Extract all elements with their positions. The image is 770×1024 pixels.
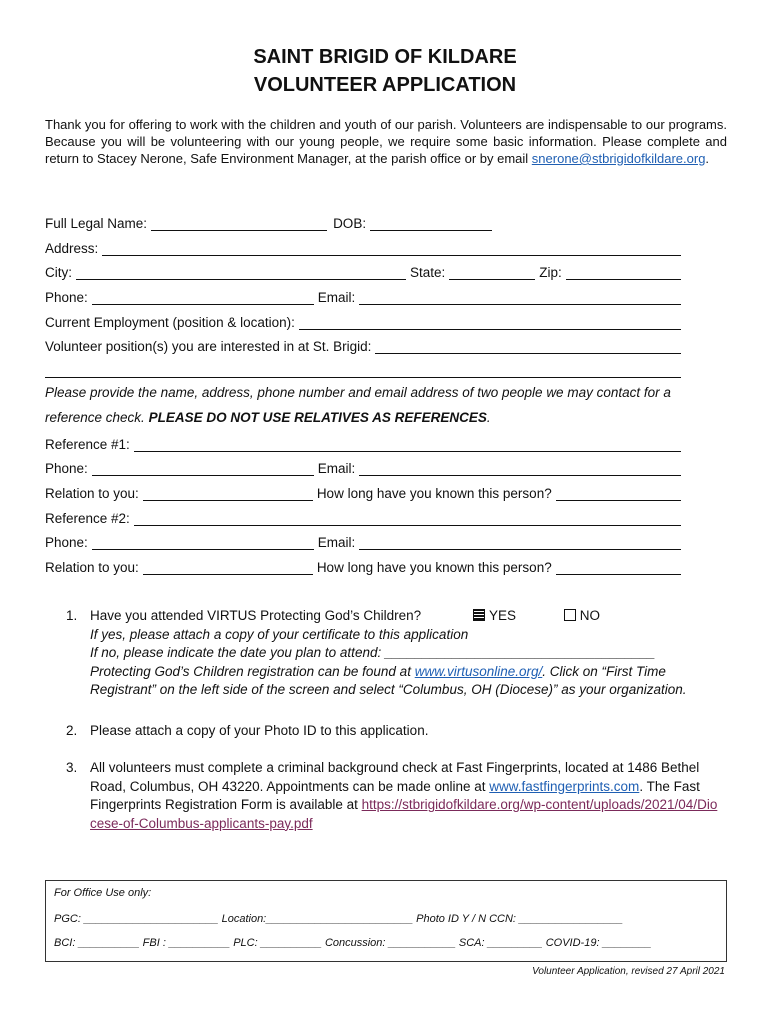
row-employment [45, 312, 681, 330]
reference1-email-field[interactable] [359, 462, 681, 476]
page-title-line1: SAINT BRIGID OF KILDARE [253, 46, 517, 68]
question-2-number: 2. [66, 723, 78, 738]
row-reference2-relation [45, 557, 681, 575]
question-3-number: 3. [66, 760, 78, 775]
row-reference2-phone-email [45, 532, 681, 550]
reference1-how-long-label: How long have you known this person? [316, 486, 552, 501]
virtus-link[interactable]: www.virtusonline.org/ [414, 663, 543, 679]
yes-option[interactable] [473, 607, 516, 626]
reference2-how-long-label: How long have you known this person? [316, 560, 552, 575]
question-1-number: 1. [66, 608, 78, 623]
row-reference1-relation [45, 483, 681, 501]
reference2-phone-field[interactable] [92, 536, 314, 550]
reference2-label: Reference #2: [45, 511, 130, 526]
reference1-how-long-field[interactable] [556, 487, 681, 501]
intro-period: . [705, 151, 710, 166]
reference2-how-long-field[interactable] [556, 561, 681, 575]
question-1-text: Have you attended VIRTUS Protecting God’s Children? [90, 608, 422, 623]
registration-form-link[interactable]: https://stbrigidofkildare.org/wp-content/uploads/2021/04/Diocese-of-Columbus-applicants-pay.pdf [90, 797, 718, 831]
question-1-date-field[interactable]: If no, please indicate the date you plan to attend: ____________________________________ [90, 645, 656, 660]
row-address [45, 238, 681, 256]
reference1-field[interactable] [134, 438, 681, 452]
reference1-label: Reference #1: [45, 437, 130, 452]
question-1-registration-note [90, 663, 726, 682]
positions-field[interactable] [375, 340, 681, 354]
phone-field[interactable] [92, 291, 314, 305]
full-legal-name-field[interactable] [151, 217, 327, 231]
office-use-row2: BCI: __________ FBI : __________ PLC: __________ Concussion: ___________ SCA: _________ COVID-19: ________ [54, 937, 652, 949]
fastfingerprints-link[interactable]: www.fastfingerprints.com [489, 778, 640, 794]
question-3-body [90, 759, 720, 833]
intro-paragraph [45, 116, 727, 167]
full-legal-name-label: Full Legal Name: [45, 216, 148, 231]
no-relatives-warning: PLEASE DO NOT USE RELATIVES AS REFERENCES [148, 410, 487, 425]
state-field[interactable] [449, 266, 535, 280]
question-3-text-cont: . The Fast Fingerprints Registration Form is available at [90, 778, 700, 812]
zip-label: Zip: [539, 265, 562, 280]
reference2-phone-label: Phone: [45, 535, 88, 550]
question-2-text: Please attach a copy of your Photo ID to this application. [90, 723, 429, 738]
dob-label: DOB: [333, 216, 367, 231]
reference1-phone-field[interactable] [92, 462, 314, 476]
page-title-line2: VOLUNTEER APPLICATION [253, 74, 517, 96]
question-1-registrant-note: Registrant” on the left side of the screen and select “Columbus, OH (Diocese)” as your organization. [90, 682, 687, 697]
yes-checkbox[interactable] [473, 609, 485, 621]
revision-footer: Volunteer Application, revised 27 April 2021 [532, 966, 725, 977]
positions-label: Volunteer position(s) you are interested in at St. Brigid: [45, 339, 372, 354]
reference1-relation-label: Relation to you: [45, 486, 139, 501]
no-label: NO [579, 608, 600, 623]
reference2-field[interactable] [134, 512, 681, 526]
reference1-phone-label: Phone: [45, 461, 88, 476]
registration-text-cont: . Click on “First Time [542, 663, 666, 679]
question-3 [66, 759, 726, 833]
address-label: Address: [45, 241, 99, 256]
reference2-email-label: Email: [317, 535, 356, 550]
office-use-heading: For Office Use only: [54, 887, 152, 899]
row-name-dob [45, 213, 681, 231]
question-1-certificate-note: If yes, please attach a copy of your certificate to this application [90, 626, 469, 642]
row-reference1 [45, 434, 681, 452]
employment-field[interactable] [299, 316, 681, 330]
yes-label: YES [488, 608, 516, 623]
row-city-state-zip [45, 262, 681, 280]
state-label: State: [410, 265, 446, 280]
city-label: City: [45, 265, 72, 280]
question-1 [66, 607, 726, 700]
reference-note-text: reference check. [45, 410, 149, 425]
city-field[interactable] [76, 266, 406, 280]
reference2-relation-field[interactable] [143, 561, 313, 575]
reference-instructions-line2 [45, 410, 725, 425]
positions-field-line2[interactable] [45, 364, 681, 378]
intro-text: Thank you for offering to work with the children and youth of our parish. Volunteers are indispensable to our programs. Because you will be volunteering with our young people, we require some basic information. Please complete and return to Stacey Nerone, Safe Environment Manager, at the parish office or by email [45, 117, 727, 166]
reference1-email-label: Email: [317, 461, 356, 476]
registration-text: Protecting God’s Children registration can be found at [90, 663, 415, 679]
phone-label: Phone: [45, 290, 88, 305]
contact-email-link[interactable]: snerone@stbrigidofkildare.org [531, 151, 706, 166]
email-field[interactable] [359, 291, 681, 305]
question-3-text: All volunteers must complete a criminal background check at Fast Fingerprints, located at 1486 Bethel Road, Columbus, OH 43220. Appointments can be made online at [90, 760, 700, 794]
reference2-email-field[interactable] [359, 536, 681, 550]
no-checkbox[interactable] [564, 609, 576, 621]
row-reference1-phone-email [45, 458, 681, 476]
no-option[interactable] [564, 607, 600, 626]
reference2-relation-label: Relation to you: [45, 560, 139, 575]
row-reference2 [45, 508, 681, 526]
address-field[interactable] [102, 242, 681, 256]
reference1-relation-field[interactable] [143, 487, 313, 501]
row-positions-continued [45, 360, 681, 378]
zip-field[interactable] [566, 266, 681, 280]
email-label: Email: [317, 290, 356, 305]
reference-note-period: . [486, 410, 491, 425]
reference-instructions-line1: Please provide the name, address, phone number and email address of two people we may contact for a [45, 385, 671, 400]
office-use-row1: PGC: ______________________ Location:________________________ Photo ID Y / N CCN: _________________ [54, 913, 624, 925]
row-positions [45, 336, 681, 354]
office-use-box [45, 880, 727, 962]
row-phone-email [45, 287, 681, 305]
employment-label: Current Employment (position & location): [45, 315, 295, 330]
question-2 [66, 722, 726, 741]
dob-field[interactable] [370, 217, 492, 231]
